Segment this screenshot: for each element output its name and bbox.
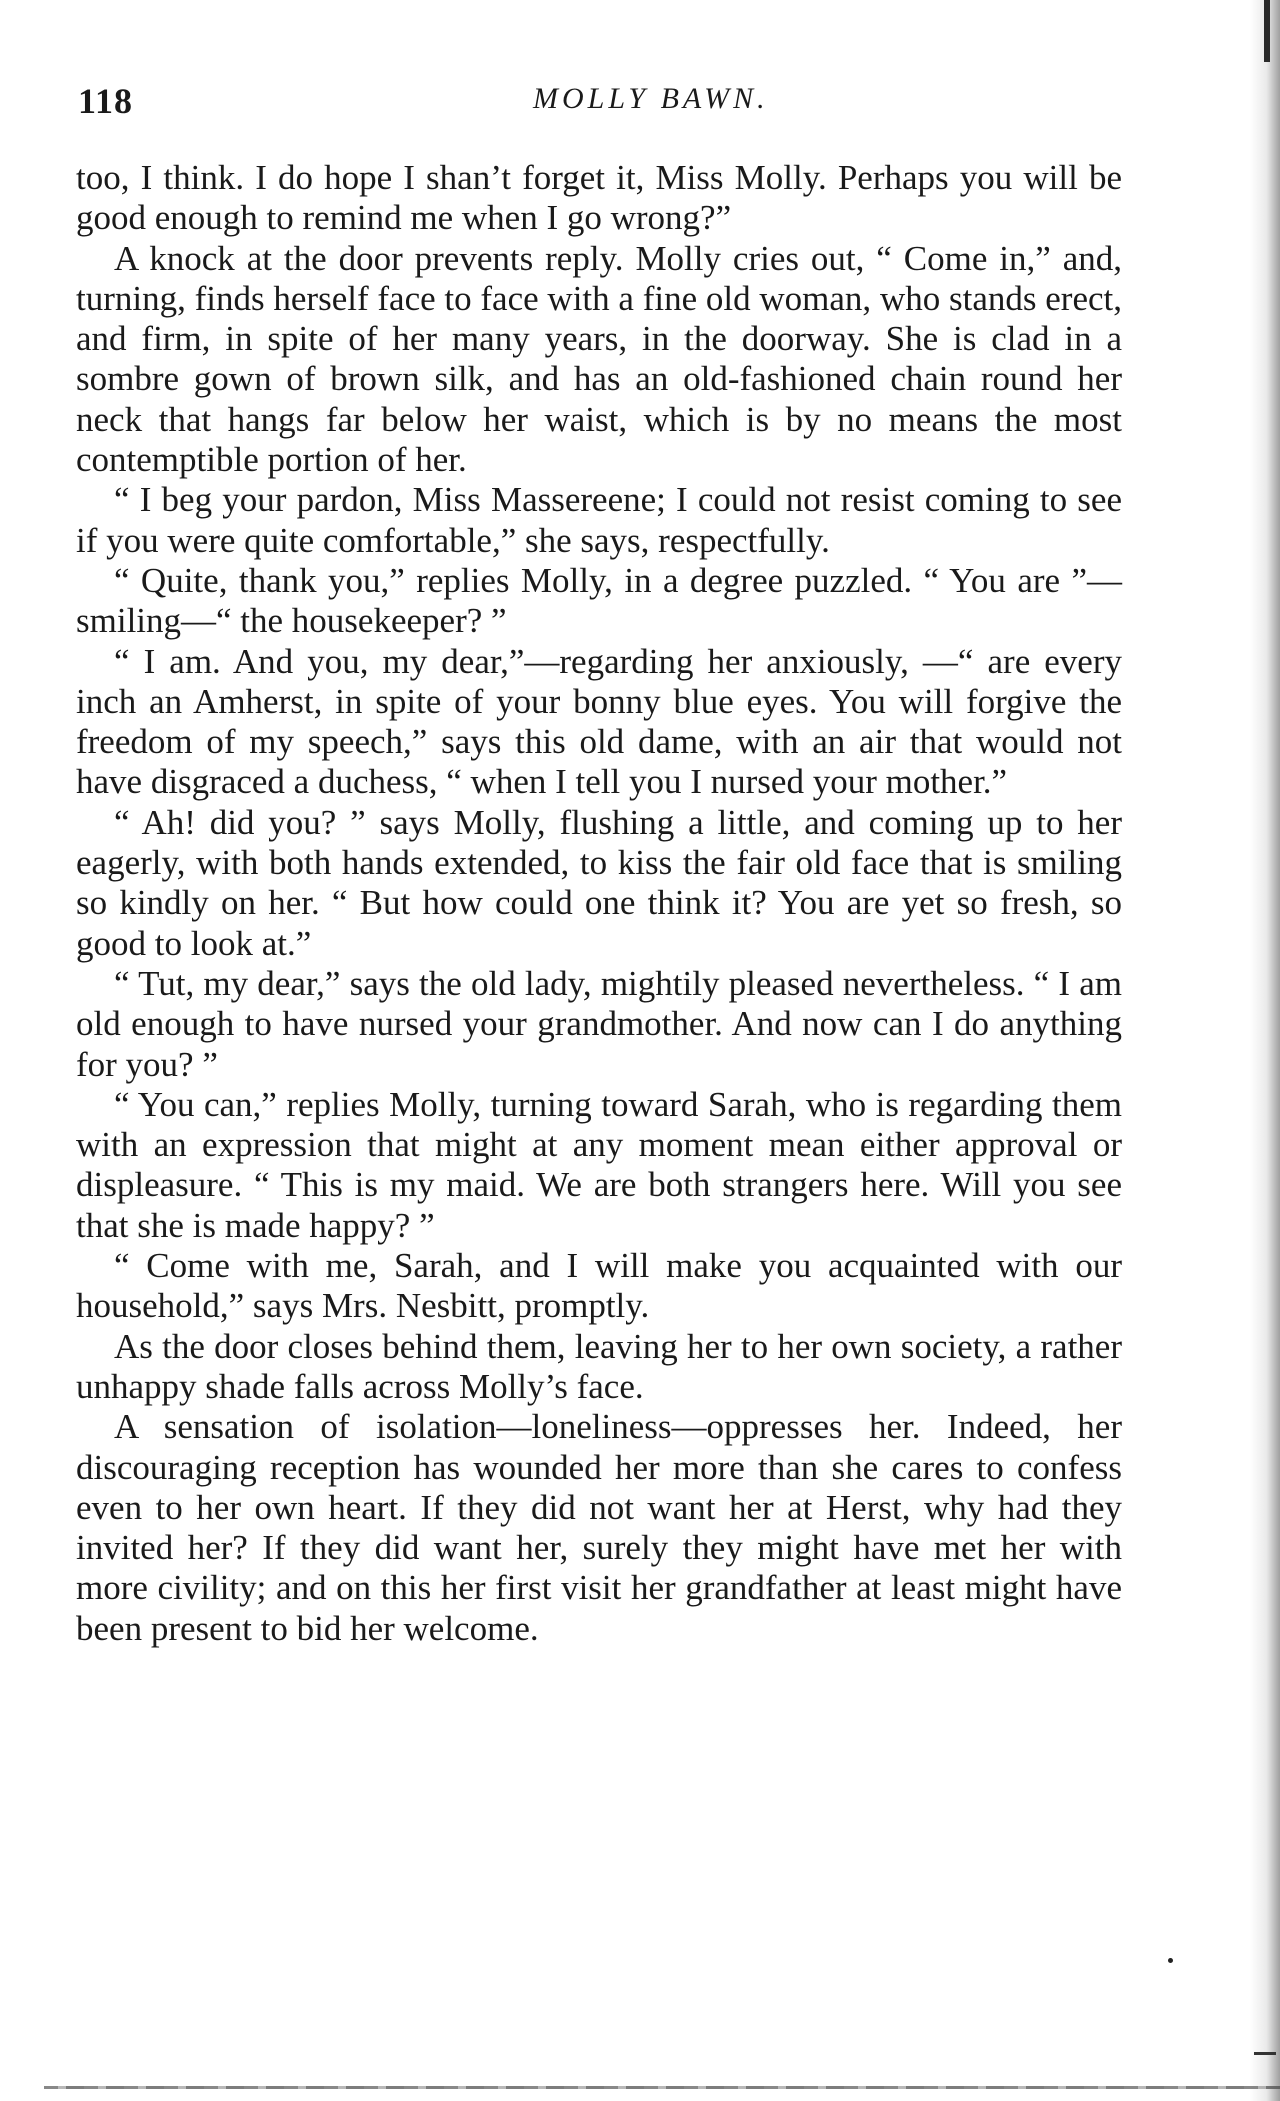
paragraph: “ You can,” replies Molly, turning toward Sarah, who is regarding them with an expression that might at any moment mean either approval or displeasure. “ This is my maid. We are both strangers here. Will you see that she is made happy? ” bbox=[76, 1084, 1122, 1245]
paragraph: “ Quite, thank you,” replies Molly, in a degree puzzled. “ You are ”—smiling—“ the housekeeper? ” bbox=[76, 560, 1122, 641]
paragraph: “ Tut, my dear,” says the old lady, mightily pleased nevertheless. “ I am old enough to have nursed your grandmother. And now can I do anything for you? ” bbox=[76, 963, 1122, 1084]
ink-speck bbox=[1168, 1958, 1173, 1963]
paragraph: “ Come with me, Sarah, and I will make you acquainted with our household,” says Mrs. Nesbitt, promptly. bbox=[76, 1246, 1122, 1326]
paragraph: “ Ah! did you? ” says Molly, flushing a little, and coming up to her eagerly, with both hands extended, to kiss the fair old face that is smiling so kindly on her. “ But how could one think it? You are yet so fresh, so good to look at.” bbox=[76, 802, 1122, 963]
paragraph: “ I beg your pardon, Miss Massereene; I could not resist coming to see if you were quite comfortable,” she says, respectfully. bbox=[76, 480, 1122, 560]
page-header bbox=[78, 80, 1118, 128]
paragraph: A sensation of isolation—loneliness—oppresses her. Indeed, her discouraging reception has wounded her more than she cares to confess even to her own heart. If they did not want her at Herst, why had they invited her? If they did want her, surely they might have met her with more civility; and on this her first visit her grandfather at least might have been present to bid her welcome. bbox=[76, 1407, 1122, 1648]
paragraph: As the door closes behind them, leaving her to her own society, a rather unhappy shade falls across Molly’s face. bbox=[76, 1326, 1122, 1406]
scan-bottom-edge bbox=[44, 2086, 1280, 2089]
body-text bbox=[76, 158, 1122, 1649]
page-number: 118 bbox=[78, 81, 134, 121]
binding-mark-bottom bbox=[1254, 2052, 1276, 2055]
paragraph: A knock at the door prevents reply. Molly cries out, “ Come in,” and, turning, finds herself face to face with a fine old woman, who stands erect, and firm, in spite of her many years, in the doorway. She is clad in a sombre gown of brown silk, and has an old-fashioned chain round her neck that hangs far below her waist, which is by no means the most contemptible portion of her. bbox=[76, 238, 1122, 480]
page-edge-shadow bbox=[1250, 0, 1280, 2101]
paragraph-continuation: too, I think. I do hope I shan’t forget it, Miss Molly. Perhaps you will be good enough to remind me when I go wrong?” bbox=[76, 158, 1122, 238]
paragraph: “ I am. And you, my dear,”—regarding her anxiously, —“ are every inch an Amherst, in spite of your bonny blue eyes. You will forgive the freedom of my speech,” says this old dame, with an air that would not have disgraced a duchess, “ when I tell you I nursed your mother.” bbox=[76, 641, 1122, 802]
binding-mark-top bbox=[1264, 0, 1270, 62]
running-title: MOLLY BAWN. bbox=[533, 82, 769, 115]
